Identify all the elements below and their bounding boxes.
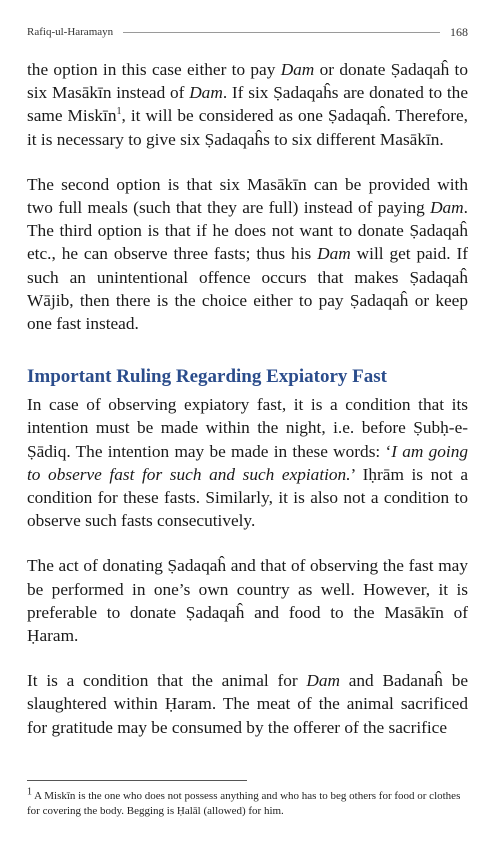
paragraph-4: The act of donating Ṣadaqaĥ and that of observing the fast may be performed in one’s own country as well. However, it is preferable to donate Ṣadaqaĥ and food to the Masākīn of Ḥaram. [27,556,468,646]
footnote-rule [27,780,247,781]
header-rule [123,32,440,33]
footnote [27,786,468,819]
page-number: 168 [450,24,468,39]
paragraph-5: It is a condition that the animal for Dam and Badanaĥ be slaughtered within Ḥaram. The meat of the animal sacrificed for gratitude may be consumed by the offerer of the sacrifice [27,671,469,737]
book-title: Rafiq-ul-Haramayn [27,26,114,38]
footnote-ref[interactable]: 1 [116,106,122,118]
footnote-text: A Miskīn is the one who does not possess anything and who has to beg others for food or clothes for covering the body. Begging is Ḥalāl (allowed) for him. [27,790,461,817]
paragraph-2: The second option is that six Masākīn can be provided with two full meals (such that they are full) instead of paying Dam. The third option is that if he does not want to donate Ṣadaqaĥ etc., he can observe three fasts; thus his Dam will get paid. If such an unintentional offence occurs that makes Ṣadaqaĥ Wājib, then there is the choice either to pay Ṣadaqaĥ or keep one fast instead. [27,174,468,334]
section-heading: Important Ruling Regarding Expiatory Fast [27,366,387,388]
paragraph-3: In case of observing expiatory fast, it is a condition that its intention must be made within the night, i.e. before Ṣubḥ-e-Ṣādiq. The intention may be made in these words: ‘I am going to observe fast for such and such expiation.’ Iḥrām is not a condition for these fasts. Similarly, it is also not a condition to observe such fasts consecutively. [27,395,469,531]
running-header [27,22,468,42]
footnote-marker: 1 [27,786,32,798]
body-text [27,58,468,761]
paragraph-1: the option in this case either to pay Dam or donate Ṣadaqaĥ to six Masākīn instead of Dam. If six Ṣadaqaĥs are donated to the same Miskīn$^1$, it will be considered as one Ṣadaqaĥ. Therefore, it is necessary to give six Ṣadaqaĥs to six different Masākīn. [27,60,469,149]
